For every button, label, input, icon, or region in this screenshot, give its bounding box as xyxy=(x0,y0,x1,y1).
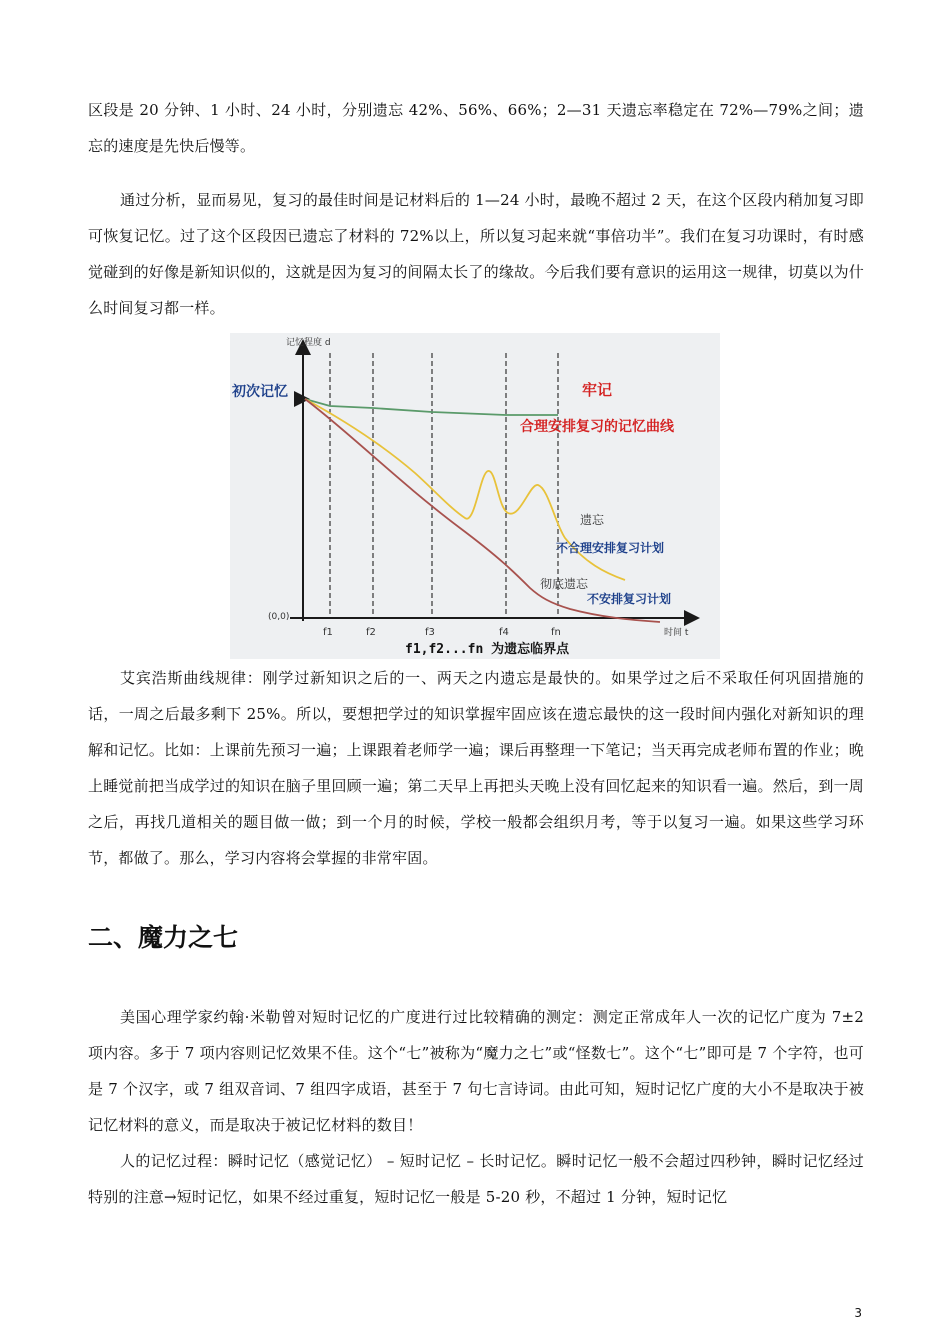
paragraph-review-timing: 通过分析，显而易见，复习的最佳时间是记材料后的 1—24 小时，最晚不超过 2 天，在这个区段内稍加复习即可恢复记忆。过了这个区段因已遗忘了材料的 72%以上，所以复习起来就“事倍功半”。我们在复习功课时，有时感觉碰到的好像是新知识似的，这就是因为复习的间隔太长了的缘故。今后我们要有意识的运用这一规律，切莫以为什么时间复习都一样。 xyxy=(88,191,864,317)
critical-point-lines xyxy=(330,353,558,618)
tick-f4: f4 xyxy=(499,627,509,638)
tick-fn: fn xyxy=(551,627,561,638)
paragraph-ebbinghaus-rule: 艾宾浩斯曲线规律：刚学过新知识之后的一、两天之内遗忘是最快的。如果学过之后不采取任何巩固措施的话，一周之后最多剩下 25%。所以，要想把学过的知识掌握牢固应该在遗忘最快的这一段时间内强化对新知识的理解和记忆。比如：上课前先预习一遍；上课跟着老师学一遍；课后再整理一下笔记；当天再完成老师布置的作业；晚上睡觉前把当成学过的知识在脑子里回顾一遍；第二天早上再把头天晚上没有回忆起来的知识看一遍。然后，到一周之后，再找几道相关的题目做一做；到一个月的时候，学校一般都会组织月考，等于以复习一遍。如果这些学习环节，都做了。那么，学习内容将会掌握的非常牢固。 xyxy=(88,669,864,867)
label-forget: 遗忘 xyxy=(580,513,605,527)
label-firm-memory: 牢记 xyxy=(582,381,613,399)
tick-f2: f2 xyxy=(366,627,376,638)
origin-label: (0,0) xyxy=(268,612,290,622)
page-number: 3 xyxy=(854,1306,862,1320)
forgetting-curve-svg xyxy=(230,333,720,659)
tick-f1: f1 xyxy=(323,627,333,638)
label-total-forget: 彻底遗忘 xyxy=(540,577,589,591)
initial-memory-label: 初次记忆 xyxy=(232,384,288,400)
label-reasonable-review-curve: 合理安排复习的记忆曲线 xyxy=(520,419,674,435)
y-axis-label: 记忆程度 d xyxy=(286,338,331,348)
tick-f3: f3 xyxy=(425,627,435,638)
paragraph-miller-study: 美国心理学家约翰·米勒曾对短时记忆的广度进行过比较精确的测定：测定正常成年人一次的记忆广度为 7±2 项内容。多于 7 项内容则记忆效果不佳。这个“七”被称为“魔力之七”或“怪数七”。这个“七”即可是 7 个字符，也可是 7 个汉字，或 7 组双音词、7 组四字成语，甚至于 7 句七言诗词。由此可知，短时记忆广度的大小不是取决于被记忆材料的意义，而是取决于被记忆材料的数目！ xyxy=(88,1008,864,1134)
section-heading-magic-seven: 二、魔力之七 xyxy=(88,923,239,952)
x-axis-label: 时间 t xyxy=(664,628,689,638)
label-no-review-plan: 不安排复习计划 xyxy=(587,592,672,606)
paragraph-forgetting-rates: 区段是 20 分钟、1 小时、24 小时，分别遗忘 42%、56%、66%；2—31 天遗忘率稳定在 72%—79%之间；遗忘的速度是先快后慢等。 xyxy=(88,101,864,155)
figure-caption: f1,f2...fn 为遗忘临界点 xyxy=(405,642,570,657)
forgetting-curve-figure xyxy=(230,333,720,659)
paragraph-memory-process: 人的记忆过程：瞬时记忆（感觉记忆） – 短时记忆 – 长时记忆。瞬时记忆一般不会超过四秒钟，瞬时记忆经过特别的注意→短时记忆，如果不经过重复，短时记忆一般是 5-20 秒，不超过 1 分钟，短时记忆 xyxy=(88,1152,864,1206)
label-unreasonable-review: 不合理安排复习计划 xyxy=(556,541,665,555)
